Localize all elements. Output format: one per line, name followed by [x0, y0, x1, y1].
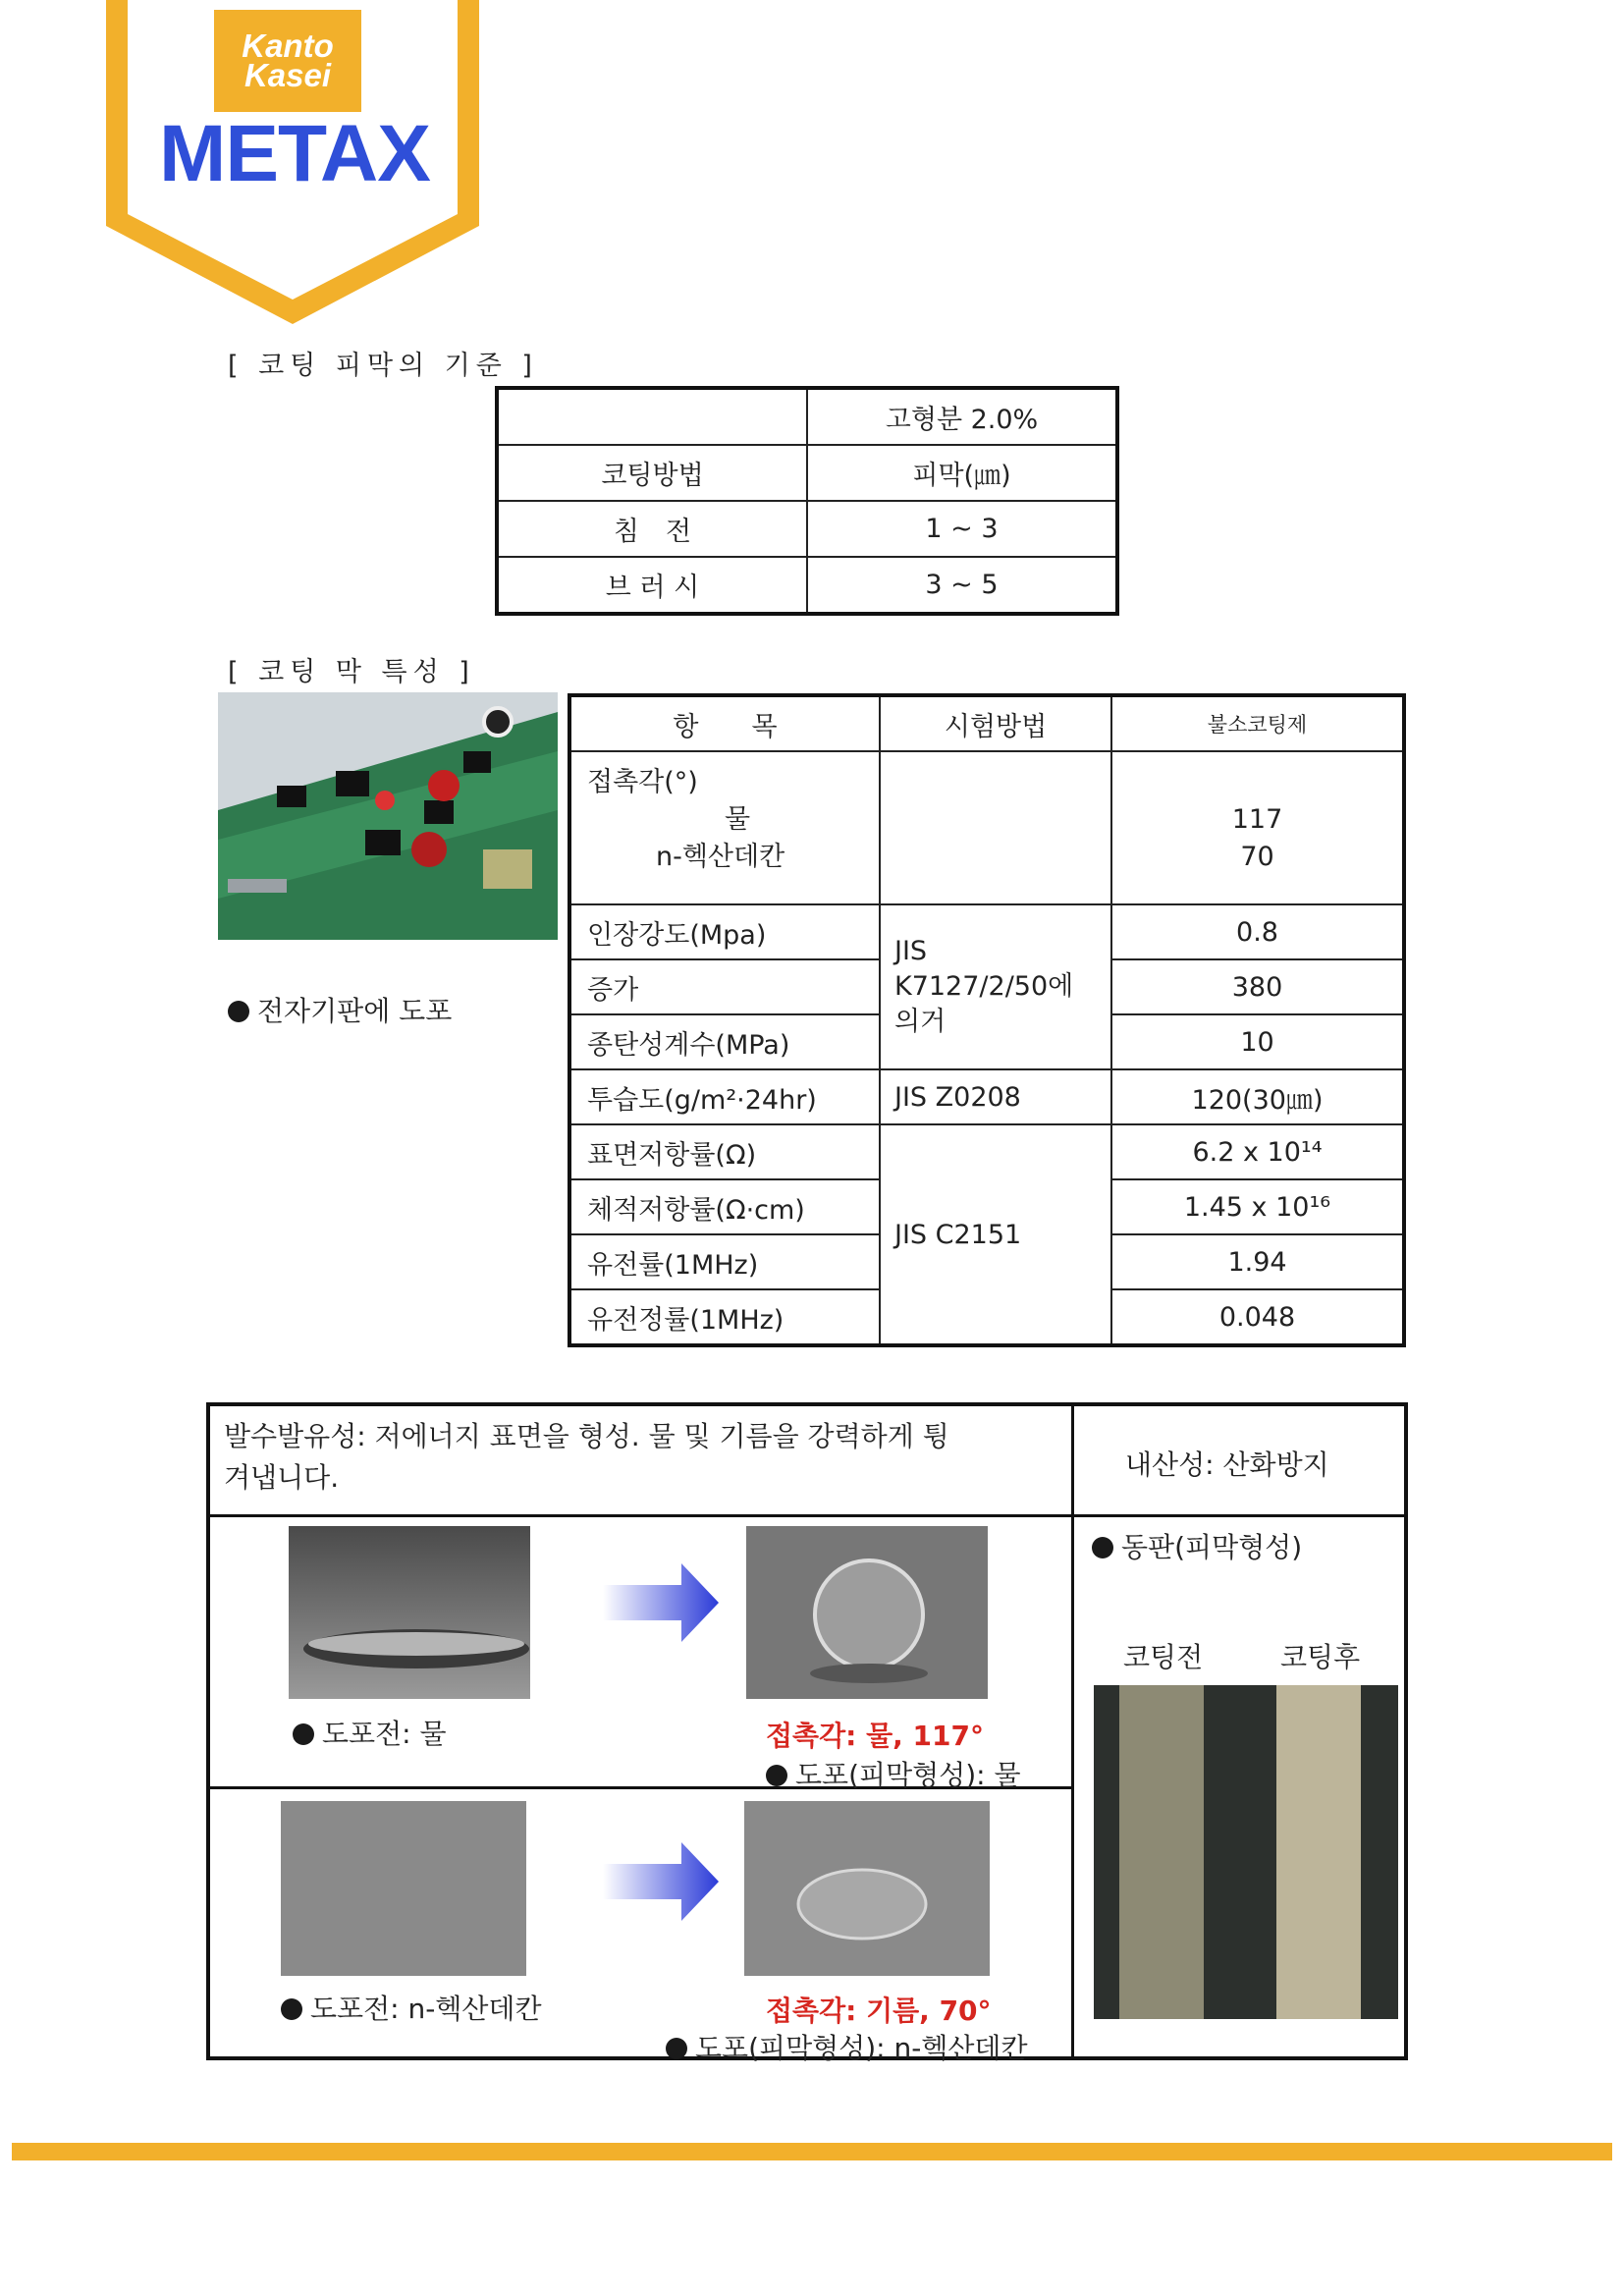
- method-jis-k7127: [880, 904, 1111, 1069]
- caption-text: 도포전: 물: [322, 1718, 447, 1750]
- table-cell: 고형분 2.0%: [807, 388, 1117, 445]
- water-before-photo: [289, 1526, 530, 1699]
- contact-angle-values: [1111, 751, 1404, 904]
- header-item: 항 목: [569, 695, 880, 751]
- acid-resistance-header: 내산성: 산화방지: [1125, 1449, 1329, 1481]
- photo-caption-text: 전자기판에 도포: [257, 995, 453, 1027]
- bullet-icon: [1092, 1537, 1113, 1558]
- oil-before-caption: [281, 1988, 542, 2027]
- method-line: 의거: [894, 1007, 947, 1037]
- repellency-header: [224, 1416, 1058, 1499]
- item-dissipation: 유전정률(1MHz): [569, 1289, 880, 1345]
- value-modulus: 10: [1111, 1014, 1404, 1069]
- after-coating-label: 코팅후: [1280, 1641, 1361, 1673]
- bullet-icon: [666, 2038, 687, 2059]
- value-dissipation: 0.048: [1111, 1289, 1404, 1345]
- table-cell: 피막(㎛): [807, 445, 1117, 501]
- item-elongation: 증가: [569, 959, 880, 1014]
- footer-bar: [12, 2143, 1612, 2160]
- product-logo: METAX: [159, 109, 430, 198]
- photo-caption: [228, 990, 452, 1029]
- item-surface-resistivity: 표면저항률(Ω): [569, 1124, 880, 1179]
- table-row: [497, 557, 1117, 614]
- empty-method-cell: [880, 751, 1111, 904]
- oil-after-caption: [666, 2027, 1028, 2066]
- method-jis-c2151: JIS C2151: [880, 1124, 1111, 1345]
- water-after-caption: [766, 1754, 1021, 1793]
- contact-angle-hexadecane: n-헥산데칸: [656, 842, 785, 872]
- value-elongation: 380: [1111, 959, 1404, 1014]
- brand-logo-box: [214, 10, 361, 112]
- contact-angle-label: 접촉각(°): [587, 767, 698, 797]
- value-surface-resistivity: 6.2 x 10¹⁴: [1111, 1124, 1404, 1179]
- arrow-right-icon: [603, 1563, 721, 1642]
- bullet-icon: [293, 1723, 314, 1745]
- caption-text: 동판(피막형성): [1121, 1531, 1303, 1563]
- value-volume-resistivity: 1.45 x 10¹⁶: [1111, 1179, 1404, 1234]
- table-header-row: [569, 695, 1404, 751]
- value-tensile: 0.8: [1111, 904, 1404, 959]
- pcb-photo: [218, 692, 558, 940]
- value-permittivity: 1.94: [1111, 1234, 1404, 1289]
- header-value: 불소코팅제: [1111, 695, 1404, 751]
- oil-before-photo: [281, 1801, 526, 1976]
- caption-text: 도포(피막형성): 물: [795, 1759, 1021, 1791]
- table-row: [497, 501, 1117, 557]
- table-row: [569, 1069, 1404, 1124]
- item-permittivity: 유전률(1MHz): [569, 1234, 880, 1289]
- table-cell: [497, 388, 807, 445]
- film-properties-title: [ 코팅 막 특성 ]: [228, 657, 475, 687]
- contact-angle-value-hexadecane: 70: [1240, 842, 1274, 872]
- contact-angle-cell: [569, 751, 880, 904]
- table-row: [569, 751, 1404, 904]
- table-row: [497, 388, 1117, 445]
- water-after-photo: [746, 1526, 988, 1699]
- film-properties-table: [568, 693, 1406, 1347]
- bullet-icon: [766, 1765, 787, 1786]
- item-modulus: 종탄성계수(MPa): [569, 1014, 880, 1069]
- before-coating-label: 코팅전: [1123, 1641, 1204, 1673]
- method-line: K7127/2/50에: [894, 971, 1074, 1002]
- table-row: [569, 1124, 1404, 1179]
- repellency-header-line: 발수발유성: 저에너지 표면을 형성. 물 및 기름을 강력하게 튕: [224, 1420, 949, 1452]
- table-cell: 침 전: [497, 501, 807, 557]
- water-contact-angle: 접촉각: 물, 117°: [766, 1720, 984, 1752]
- contact-angle-value-water: 117: [1231, 804, 1283, 835]
- copper-plate-photo: [1094, 1685, 1398, 2019]
- table-row: [569, 904, 1404, 959]
- item-tensile: 인장강도(Mpa): [569, 904, 880, 959]
- caption-text: 도포(피막형성): n-헥산데칸: [695, 2032, 1028, 2064]
- bullet-icon: [228, 1001, 249, 1022]
- coating-standard-table: [495, 386, 1119, 616]
- method-line: JIS: [894, 936, 928, 966]
- header-method: 시험방법: [880, 695, 1111, 751]
- brand-line-2: Kasei: [243, 57, 332, 93]
- oil-contact-angle: 접촉각: 기름, 70°: [766, 1995, 992, 2027]
- table-cell: 브 러 시: [497, 557, 807, 614]
- contact-angle-water: 물: [725, 804, 751, 835]
- oil-after-photo: [744, 1801, 990, 1976]
- bullet-icon: [281, 1998, 302, 2020]
- item-moisture: 투습도(g/m²·24hr): [569, 1069, 880, 1124]
- water-before-caption: [293, 1713, 447, 1752]
- table-cell: 3 ~ 5: [807, 557, 1117, 614]
- value-moisture: 120(30㎛): [1111, 1069, 1404, 1124]
- repellency-panel: [206, 1402, 1408, 2064]
- coating-standard-title: [ 코팅 피막의 기준 ]: [228, 351, 538, 381]
- repellency-header-line: 겨냅니다.: [224, 1461, 340, 1494]
- copper-plate-caption: [1092, 1526, 1302, 1565]
- method-jis-z0208: JIS Z0208: [880, 1069, 1111, 1124]
- brand-line-1: Kanto: [242, 27, 334, 64]
- table-cell: 코팅방법: [497, 445, 807, 501]
- table-cell: 1 ~ 3: [807, 501, 1117, 557]
- caption-text: 도포전: n-헥산데칸: [310, 1993, 542, 2025]
- arrow-right-icon: [603, 1842, 721, 1921]
- table-row: [497, 445, 1117, 501]
- item-volume-resistivity: 체적저항률(Ω·cm): [569, 1179, 880, 1234]
